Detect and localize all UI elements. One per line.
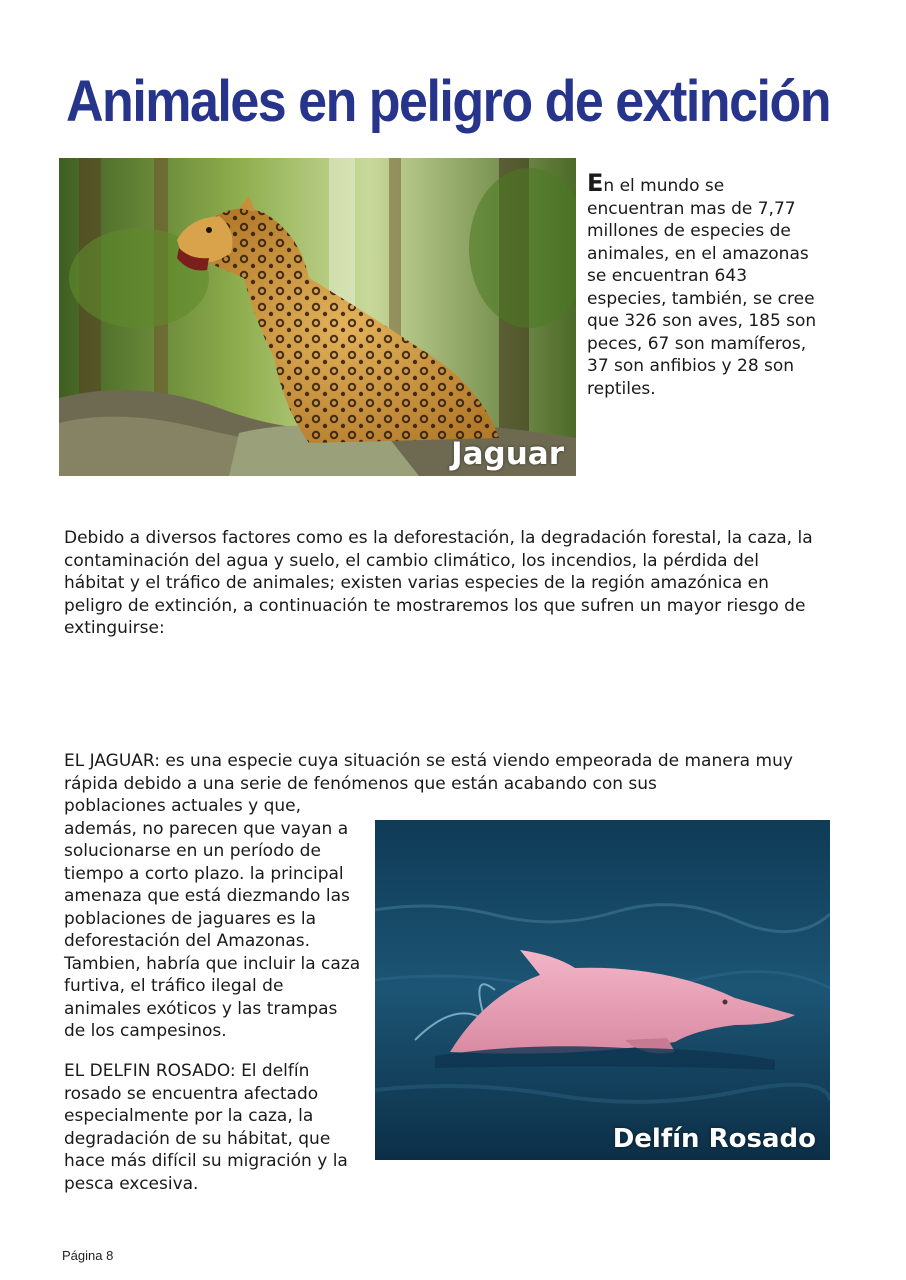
page-number: Página 8	[62, 1248, 114, 1263]
jaguar-paragraph-top: EL JAGUAR: es una especie cuya situación se está viendo empeorada de manera muy rápida debido a una serie de fenómenos que están acabando con sus	[64, 751, 793, 794]
dolphin-paragraph: EL DELFIN ROSADO: El delfín rosado se encuentra afectado especialmente por la caza, la degradación de su hábitat, que hace más difícil su migración y la pesca excesiva.	[64, 1061, 348, 1194]
dolphin-image	[375, 820, 830, 1160]
causes-paragraph: Debido a diversos factores como es la deforestación, la degradación forestal, la caza, la contaminación del agua y suelo, el cambio climático, los incendios, la pérdida del hábitat y el tráfico de animales; existen varias especies de la región amazónica en peligro de extinción, a continuación te mostraremos los que sufren un mayor riesgo de extinguirse:	[64, 528, 813, 638]
intro-text: n el mundo se encuentran mas de 7,77 millones de especies de animales, en el amazonas se encuentran 643 especies, también, se cree que 326 son aves, 185 son peces, 67 son mamíferos, 37 son anfibios y 28 son reptiles.	[587, 176, 817, 399]
jaguar-caption: Jaguar	[451, 436, 564, 472]
jaguar-image	[59, 158, 576, 476]
intro-paragraph	[587, 169, 827, 400]
dolphin-photo	[375, 820, 830, 1160]
dolphin-caption: Delfín Rosado	[612, 1124, 816, 1154]
jaguar-paragraph-rest: poblaciones actuales y que, además, no parecen que vayan a solucionarse en un período de tiempo a corto plazo. la principal amenaza que está diezmando las poblaciones de jaguares es la deforestación del Amazonas. Tambien, habría que incluir la caza furtiva, el tráfico ilegal de animales exóticos y las trampas de los campesinos.	[64, 796, 361, 1041]
page-title: Animales en peligro de extinción	[66, 69, 830, 135]
jaguar-photo	[59, 158, 576, 476]
intro-dropcap: E	[587, 169, 604, 197]
